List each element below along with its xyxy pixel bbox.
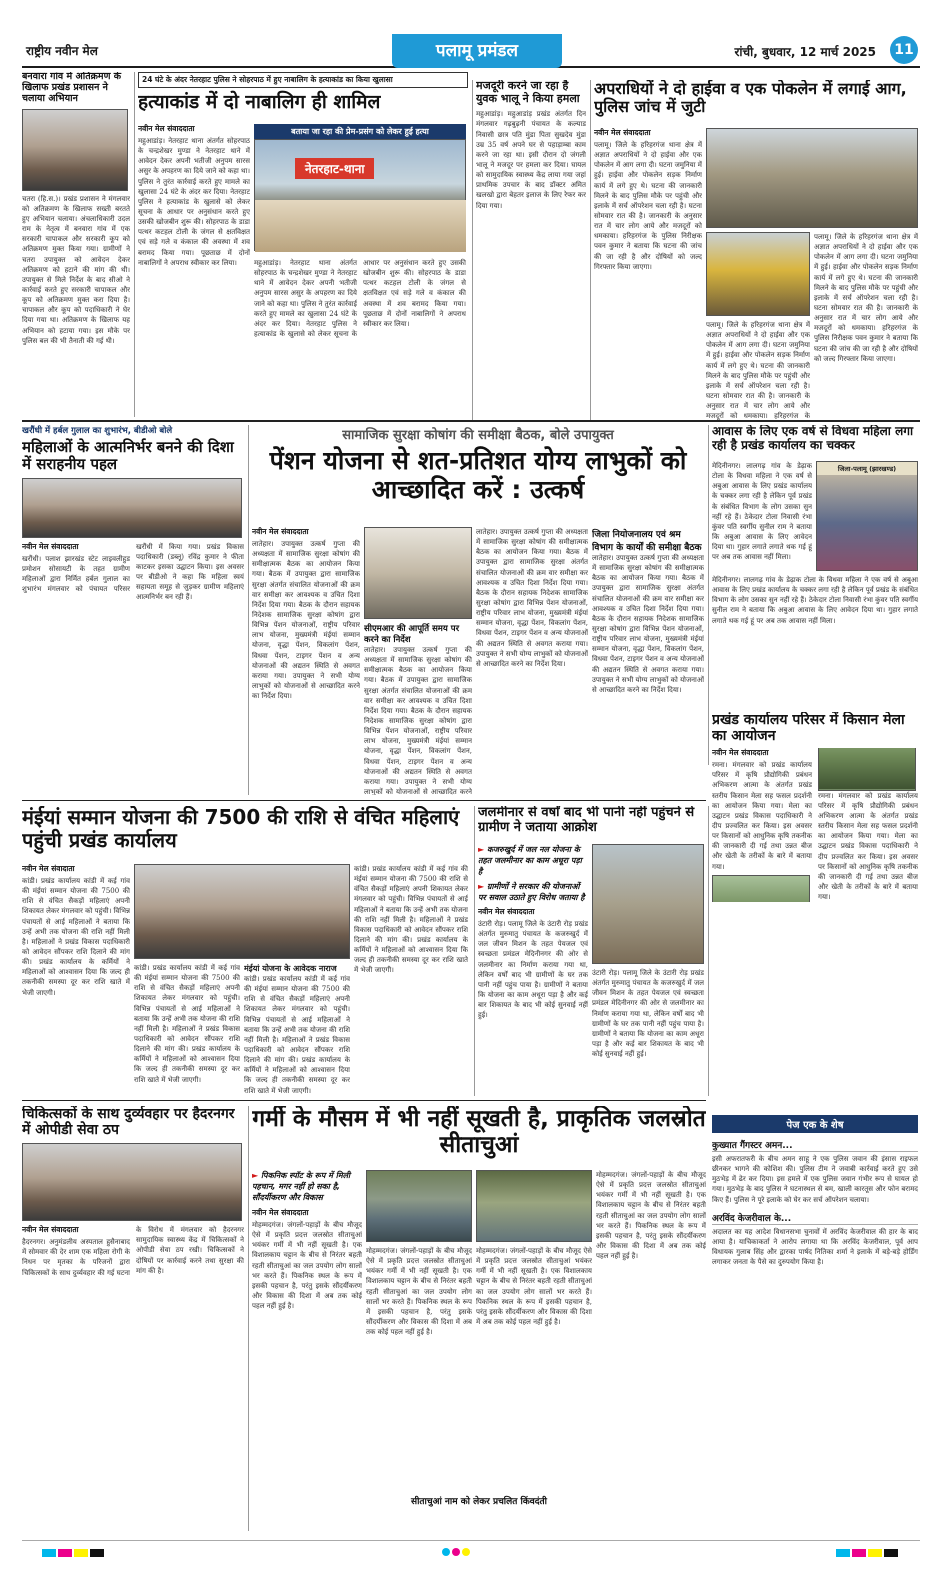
story-body: चतरा (हि.स.)। प्रखंड प्रशासन ने मंगलवार को अतिक्रमण के खिलाफ सख्ती बरतते हुए अभियान चलाया। अंचलाधिकारी उदल राम के नेतृत्व में बनवारा गांव में एक सरकारी चापाकल और सरकारी कूप को अतिक्रमण मुक्त किया गया। ग्रामीणों ने चतरा उपायुक्त को आवेदन देकर अतिक्रमण को हटाने की मांग की थी। उपायुक्त से मिले निर्देश के बाद सीओ ने कार्रवाई करते हुए सरकारी चापाकल और कूप को अतिक्रमण मुक्त करा दिया है। चापाकल और कूप को पदाधिकारी ने घेर दिया गया था। अतिक्रमण के खिलाफ यह अभियान को हटाया गया। इस मौके पर पुलिस बल की भी तैनाती की गई थी। bbox=[22, 194, 130, 345]
photo bbox=[22, 1143, 242, 1221]
byline: नवीन मेल संवादाता bbox=[22, 864, 75, 873]
office-board: जिला-पलामू (झारखण्ड) bbox=[817, 462, 917, 475]
section-rule bbox=[22, 1100, 706, 1101]
section-title: पलामू प्रमंडल bbox=[392, 34, 562, 68]
kicker: सामाजिक सुरक्षा कोषांग की समीक्षा बैठक, बोले उपायुक्त bbox=[342, 428, 614, 443]
story-arson bbox=[594, 80, 918, 420]
byline: नवीन मेल संवाददाता bbox=[22, 1225, 79, 1235]
photo-widow bbox=[816, 461, 918, 571]
story-body-continued-2: कांडी। प्रखंड कार्यालय कांडी में कई गांव की मंईयां सम्मान योजना की 7500 की राशि से वंचित सैकड़ों महिलाएं अपनी शिकायत लेकर मंगलवार को पहुंची। विभिन्न पंचायतों से आई महिलाओं ने बताया कि उन्हें अभी तक योजना की राशि नहीं मिली है। महिलाओं ने प्रखंड विकास पदाधिकारी को आवेदन सौंपकर राशि दिलाने की मांग की। प्रखंड कार्यालय के कर्मियों ने महिलाओं को आश्वासन दिया कि जल्द ही तकनीकी समस्या दूर कर राशि खाते में भेजी जाएगी। bbox=[244, 975, 350, 1095]
story-body-continued: मोहम्मदगंज। जंगलों-पहाड़ों के बीच मौजूद ऐसे में प्रकृति प्रदत्त जलस्रोत सीताचुआं भयंकर गर्मी में भी नहीं सूखती है। एक विशालकाय चट्टान के बीच से निरंतर बहती रहती सीताचुआं का जल उपयोग लोग सालों भर करते हैं। पिकनिक स्थल के रूप में इसकी पहचान है, परंतु इसके सौंदर्यीकरण और विकास की दिशा में अब तक कोई पहल नहीं हुई है। bbox=[366, 1247, 472, 1337]
kicker: खरौंधी में हर्बल गुलाल का शुभारंभ, बीडीओ बोले bbox=[22, 426, 173, 436]
headline: पेंशन योजना से शत-प्रतिशत योग्य लाभुकों को आच्छादित करें : उत्कर्ष bbox=[269, 446, 687, 504]
headline: महिलाओं के आत्मनिर्भर बनने की दिशा में सराहनीय पहल bbox=[22, 438, 234, 474]
photo-stream-2 bbox=[476, 1170, 592, 1242]
bullet-icon: ► bbox=[478, 882, 485, 891]
story-body-continued: उंटारी रोड़। पलामू जिले के उंटारी रोड़ प्रखंड अंतर्गत मुरुमातु पंचायत के कजरुखुर्द में जल जीवन मिशन के तहत पेयजल एवं स्वच्छता प्रमंडल मेदिनीनगर की ओर से जलमीनार का निर्माण कराया गया था, लेकिन वर्षों बाद भी ग्रामीणों के घर तक पानी नहीं पहुंच पाया है। ग्रामीणों ने बताया कि योजना का काम अधूरा पड़ा है और कई बार शिकायत के बाद भी कोई सुनवाई नहीं हुई। bbox=[592, 969, 704, 1059]
headline: आवास के लिए एक वर्ष से विधवा महिला लगा रही है प्रखंड कार्यालय का चक्कर bbox=[712, 425, 914, 452]
story-body: उंटारी रोड़। पलामू जिले के उंटारी रोड़ प्रखंड अंतर्गत मुरुमातु पंचायत के कजरुखुर्द में जल जीवन मिशन के तहत पेयजल एवं स्वच्छता प्रमंडल मेदिनीनगर की ओर से जलमीनार का निर्माण कराया गया था, लेकिन वर्षों बाद भी ग्रामीणों के घर तक पानी नहीं पहुंच पाया है। ग्रामीणों ने बताया कि योजना का काम अधूरा पड़ा है और कई बार शिकायत के बाद भी कोई सुनवाई नहीं हुई। bbox=[478, 920, 588, 1020]
photo bbox=[22, 478, 242, 538]
item-heading: कुख्यात गैंगस्टर अमन... bbox=[712, 1138, 918, 1152]
story-sitachua bbox=[252, 1106, 706, 1531]
story-encroachment bbox=[22, 72, 130, 412]
story-body-continued-2: मोहम्मदगंज। जंगलों-पहाड़ों के बीच मौजूद ऐसे में प्रकृति प्रदत्त जलस्रोत सीताचुआं भयंकर गर्मी में भी नहीं सूखती है। एक विशालकाय चट्टान के बीच से निरंतर बहती रहती सीताचुआं का जल उपयोग लोग सालों भर करते हैं। पिकनिक स्थल के रूप में इसकी पहचान है, परंतु इसके सौंदर्यीकरण और विकास की दिशा में अब तक कोई पहल नहीं हुई है। bbox=[476, 1247, 592, 1326]
subhead: जिला नियोजनालय एवं श्रम विभाग के कार्यों की समीक्षा बैठक bbox=[592, 530, 702, 553]
divider bbox=[472, 80, 473, 420]
byline: नवीन मेल संवाददाता bbox=[252, 1208, 309, 1217]
story-body: मेदिनीनगर। लालगढ़ गांव के डेढ़ाक टोला के विधवा महिला ने एक वर्ष से अबुआ आवास के लिए प्रखंड कार्यालय के चक्कर लगा रही है लेकिन पूर्व प्रखंड के संबंधित विभाग के लोग उसका सुन नहीं रहे हैं। ठेकेदार टोला निवासी रंभा कुंवर पति स्वर्गीय सुनील राम ने बताया कि अबुआ आवास के लिए आवेदन दिया था। गुहार लगाते लगाते थक गई हूं पर अब तक आवास नहीं मिला। bbox=[712, 462, 812, 562]
story-pension bbox=[252, 425, 704, 795]
photo-stream-1 bbox=[366, 1170, 472, 1242]
bullet-icon: ► bbox=[478, 845, 485, 854]
headline: बनवारा गांव में अतिक्रमण के खिलाफ प्रखंड प्रशासन ने चलाया अभियान bbox=[22, 72, 122, 104]
byline: नवीन मेल संवाददाता bbox=[594, 128, 651, 137]
story-body: मोहम्मदगंज। जंगलों-पहाड़ों के बीच मौजूद ऐसे में प्रकृति प्रदत्त जलस्रोत सीताचुआं भयंकर गर्मी में भी नहीं सूखती है। एक विशालकाय चट्टान के बीच से निरंतर बहती रहती सीताचुआं का जल उपयोग लोग सालों भर करते हैं। पिकनिक स्थल के रूप में इसकी पहचान है, परंतु इसके सौंदर्यीकरण और विकास की दिशा में अब तक कोई पहल नहीं हुई है। bbox=[252, 1221, 362, 1311]
subhead: मंईयां योजना के आवेदक नाराज bbox=[244, 964, 337, 973]
kicker: 24 घंटे के अंदर नेतरहाट पुलिस ने सोहरपाठ में हुए नाबालिग के हत्याकांड का किया खुलासा bbox=[138, 72, 468, 88]
story-jalminar bbox=[478, 806, 706, 1096]
story-body: हैदरनगर। अनुमंडलीय अस्पताल हुसैनाबाद में सोमवार की देर शाम एक महिला रोगी के निधन पर मृतका के परिजनों द्वारा चिकित्सकों के साथ दुर्व्यवहार की गई घटना के विरोध में मंगलवार को हैदरनगर सामुदायिक स्वास्थ्य केंद्र में चिकित्सकों ने ओपीडी सेवा ठप रखी। चिकित्सकों ने दोषियों पर कार्रवाई करने तथा सुरक्षा की मांग की है। bbox=[22, 1226, 244, 1277]
photo-meeting bbox=[364, 527, 472, 619]
photo bbox=[22, 109, 128, 191]
story-body: लातेहार। उपायुक्त उत्कर्ष गुप्ता की अध्यक्षता में सामाजिक सुरक्षा कोषांग की समीक्षात्मक बैठक का आयोजन किया गया। बैठक में उपायुक्त द्वारा सामाजिक सुरक्षा अंतर्गत संचालित योजनाओं की क्रम वार समीक्षा कर आवश्यक व उचित दिशा निर्देश दिया गया। बैठक के दौरान सहायक निदेशक सामाजिक सुरक्षा कोषांग द्वारा विभिन्न पेंशन योजनाओं, राष्ट्रीय परिवार लाभ योजना, मुख्यमंत्री मंईयां सम्मान योजना, वृद्धा पेंशन, विकलांग पेंशन, विधवा पेंशन, टाइगर पेंशन व अन्य योजनाओं की अद्यतन स्थिति से अवगत कराया गया। उपायुक्त ने सभी योग्य लाभुकों को योजनाओं से आच्छादित करने का निर्देश दिया। bbox=[252, 540, 360, 701]
bullet: ► ग्रामीणों ने सरकार की योजनाओं पर सवाल उठाते हुए विरोध जताया है bbox=[478, 882, 585, 902]
page-one-continued bbox=[712, 1115, 918, 1525]
story-kisan-mela bbox=[712, 712, 918, 1042]
byline: नवीन मेल संवाददाता bbox=[22, 541, 79, 551]
station-sign: नेतरहाट-थाना bbox=[295, 158, 374, 179]
masthead bbox=[22, 34, 920, 68]
headline: मंईयां सम्मान योजना की 7500 की राशि से वंचित महिलाएं पहुंची प्रखंड कार्यालय bbox=[22, 806, 460, 852]
headline: मजदूरी करने जा रहा है युवक भालू ने किया हमला bbox=[476, 80, 580, 105]
headline: जलमीनार से वर्षों बाद भी पानी नहीं पहुंचने से ग्रामीण ने जताया आक्रोश bbox=[478, 806, 695, 835]
story-body-continued: रमना। मंगलवार को प्रखंड कार्यालय परिसर में कृषि प्रौद्योगिकी प्रबंधन अभिकरण आत्मा के अंतर्गत प्रखंड स्तरीय किसान मेला सह फसल प्रदर्शनी का आयोजन किया गया। मेला का उद्घाटन प्रखंड विकास पदाधिकारी ने दीप प्रज्वलित कर किया। इस अवसर पर किसानों को आधुनिक कृषि तकनीक की जानकारी दी गई तथा उन्नत बीज और खेती के तरीकों के बारे में बताया गया। bbox=[818, 791, 918, 902]
bullet: ► पिकनिक स्पॉट के रूप में मिली पहचान, मगर नहीं हो सका है, सौंदर्यीकरण और विकास bbox=[252, 1171, 351, 1202]
headline: चिकित्सकों के साथ दुर्व्यवहार पर हैदरनगर में ओपीडी सेवा ठप bbox=[22, 1106, 235, 1139]
photo-women-protest bbox=[134, 864, 350, 959]
registration-bar bbox=[22, 1540, 920, 1550]
story-body-continued-2: पलामू। जिले के हरिहरगंज थाना क्षेत्र में अज्ञात अपराधियों ने दो हाईवा और एक पोकलेन में आग लगा दी। घटना जमुनिया में हुई। हाईवा और पोकलेन सड़क निर्माण कार्य में लगे हुए थे। घटना की जानकारी मिलने के बाद पुलिस मौके पर पहुंची और इलाके में सर्च ऑपरेशन चला रही है। घटना सोमवार रात की है। जानकारी के अनुसार रात में चार लोग आये और मजदूरों को धमकाया। हरिहरगंज के bbox=[706, 321, 810, 420]
story-body-continued: मेदिनीनगर। लालगढ़ गांव के डेढ़ाक टोला के विधवा महिला ने एक वर्ष से अबुआ आवास के लिए प्रखंड कार्यालय के चक्कर लगा रही है लेकिन पूर्व प्रखंड के संबंधित विभाग के लोग उसका सुन नहीं रहे हैं। ठेकेदार टोला निवासी रंभा कुंवर पति स्वर्गीय सुनील राम ने बताया कि अबुआ आवास के लिए आवेदन दिया था। गुहार लगाते लगाते थक गई हूं पर अब तक आवास नहीं मिला। bbox=[712, 576, 918, 625]
item-body: इसी अफरातफरी के बीच अमन साहू ने एक पुलिस जवान की इंसास राइफल छीनकर भागने की कोशिश की। पुलिस टीम ने जवाबी कार्रवाई करते हुए उसे मुठभेड़ में ढेर कर दिया। इस हमले में एक पुलिस जवान गंभीर रूप से घायल हो गया। मुठभेड़ के बाद पुलिस ने घटनास्थल से बम, खाली कारतूस और फोन बरामद किए हैं। पुलिस ने पूरे इलाके को घेर कर सर्च ऑपरेशन चलाया। bbox=[712, 1155, 918, 1204]
story-body-continued-3: लातेहार। उपायुक्त उत्कर्ष गुप्ता की अध्यक्षता में सामाजिक सुरक्षा कोषांग की समीक्षात्मक बैठक का आयोजन किया गया। बैठक में उपायुक्त द्वारा सामाजिक सुरक्षा अंतर्गत संचालित योजनाओं की क्रम वार समीक्षा कर आवश्यक व उचित दिशा निर्देश दिया गया। बैठक के दौरान सहायक निदेशक सामाजिक सुरक्षा कोषांग द्वारा विभिन्न पेंशन योजनाओं, राष्ट्रीय परिवार लाभ योजना, मुख्यमंत्री मंईयां सम्मान योजना, वृद्धा पेंशन, विकलांग पेंशन, विधवा पेंशन, टाइगर पेंशन व अन्य योजनाओं की अद्यतन स्थिति से अवगत कराया गया। उपायुक्त ने सभी योग्य लाभुकों को योजनाओं से आच्छादित करने का निर्देश दिया। bbox=[592, 554, 704, 694]
story-body: कांडी। प्रखंड कार्यालय कांडी में कई गांव की मंईयां सम्मान योजना की 7500 की राशि से वंचित सैकड़ों महिलाएं अपनी शिकायत लेकर मंगलवार को पहुंची। विभिन्न पंचायतों से आई महिलाओं ने बताया कि उन्हें अभी तक योजना की राशि नहीं मिली है। महिलाओं ने प्रखंड विकास पदाधिकारी को आवेदन सौंपकर राशि दिलाने की मांग की। प्रखंड कार्यालय के कर्मियों ने महिलाओं को आश्वासन दिया कि जल्द ही तकनीकी समस्या दूर कर राशि खाते में भेजी जाएगी। bbox=[22, 877, 130, 997]
headline: हत्याकांड में दो नाबालिग ही शामिल bbox=[138, 91, 381, 113]
story-body: खरौंधी। पलाश झारखंड स्टेट लाइवलीहुड प्रमोशन सोसायटी के तहत ग्रामीण महिलाओं द्वारा निर्मित हर्बल गुलाल का शुभारंभ मंगलवार को पंचायत परिसर खरौंधी में किया गया। प्रखंड विकास पदाधिकारी (डब्लू) रविंद्र कुमार ने फीता काटकर इसका उद्घाटन किया। इस अवसर पर बीडीओ ने कहा कि महिला स्वयं सहायता समूह से जुड़कर ग्रामीण महिलाएं आत्मनिर्भर बन रही हैं। bbox=[22, 542, 244, 602]
section-tag: पेज एक के शेष bbox=[712, 1115, 918, 1133]
story-body: रमना। मंगलवार को प्रखंड कार्यालय परिसर में कृषि प्रौद्योगिकी प्रबंधन अभिकरण आत्मा के अंतर्गत प्रखंड स्तरीय किसान मेला सह फसल प्रदर्शनी का आयोजन किया गया। मेला का उद्घाटन प्रखंड विकास पदाधिकारी ने दीप प्रज्वलित कर किया। इस अवसर पर किसानों को आधुनिक कृषि तकनीक की जानकारी दी गई तथा उन्नत बीज और खेती के तरीकों के बारे में बताया गया। bbox=[712, 761, 812, 871]
byline: नवीन मेल संवाददाता bbox=[138, 124, 195, 133]
subhead: सीएमआर की आपूर्ति समय पर करने का निर्देश bbox=[364, 624, 460, 645]
byline: नवीन मेल संवाददाता bbox=[712, 748, 769, 758]
dateline: रांची, बुधवार, 12 मार्च 2025 bbox=[734, 45, 876, 59]
story-body-continued: महुआडांड़। नेतरहाट थाना अंतर्गत सोहरपाठ के चन्द्रशेखर मुण्डा ने नेतरहाट थाने में आवेदन देकर अपनी भतीजी अनुपम सारस असुर के अपहरण का दिये जाने को कहा था। पुलिस ने तुरंत कार्रवाई करते हुए मामले का खुलासा 24 घंटे के अंदर कर दिया। नेतरहाट पुलिस ने हत्याकांड के खुलासे को लेकर सूचना के आधार पर अनुसंधान करते हुए उसकी खोजबीन शुरू की। सोहरपाठ के डाडा पत्थर कटहल टोली के जंगल से क्षतविक्षत एवं सड़े गले व कंकाल की अवस्था में शव बरामद किया गया। पूछताछ में दोनों नाबालिगों ने अपराध स्वीकार कर लिया। bbox=[254, 259, 466, 338]
photo-caption: सीताचुआं नाम को लेकर प्रचलित किंवदंती bbox=[411, 1497, 547, 1507]
divider bbox=[590, 80, 591, 420]
headline: अपराधियों ने दो हाईवा व एक पोकलेन में लगाई आग, पुलिस जांच में जुटी bbox=[594, 80, 907, 117]
photo-burnt-trucks bbox=[706, 128, 918, 228]
bullet-icon: ► bbox=[252, 1171, 259, 1180]
story-body: महुआडांड़। नेतरहाट थाना अंतर्गत सोहरपाठ के चन्द्रशेखर मुण्डा ने नेतरहाट थाने में आवेदन देकर अपनी भतीजी अनुपम सारस असुर के अपहरण का दिये जाने को कहा था। पुलिस ने तुरंत कार्रवाई करते हुए मामले का खुलासा 24 घंटे के अंदर कर दिया। नेतरहाट पुलिस ने हत्याकांड के खुलासे को लेकर सूचना के आधार पर अनुसंधान करते हुए उसकी खोजबीन शुरू की। सोहरपाठ के डाडा पत्थर कटहल टोली के जंगल से क्षतविक्षत एवं सड़े गले व कंकाल की अवस्था में शव बरामद किया गया। पूछताछ में दोनों नाबालिगों ने अपराध स्वीकार कर लिया। bbox=[138, 137, 250, 267]
story-body-continued: लातेहार। उपायुक्त उत्कर्ष गुप्ता की अध्यक्षता में सामाजिक सुरक्षा कोषांग की समीक्षात्मक बैठक का आयोजन किया गया। बैठक में उपायुक्त द्वारा सामाजिक सुरक्षा अंतर्गत संचालित योजनाओं की क्रम वार समीक्षा कर आवश्यक व उचित दिशा निर्देश दिया गया। बैठक के दौरान सहायक निदेशक सामाजिक सुरक्षा कोषांग द्वारा विभिन्न पेंशन योजनाओं, राष्ट्रीय परिवार लाभ योजना, मुख्यमंत्री मंईयां सम्मान योजना, वृद्धा पेंशन, विकलांग पेंशन, विधवा पेंशन, टाइगर पेंशन व अन्य योजनाओं की अद्यतन स्थिति से अवगत कराया गया। उपायुक्त ने सभी योग्य लाभुकों को योजनाओं से आच्छादित करने bbox=[364, 646, 472, 795]
divider bbox=[708, 806, 709, 1096]
story-body-continued-3: कांडी। प्रखंड कार्यालय कांडी में कई गांव की मंईयां सम्मान योजना की 7500 की राशि से वंचित सैकड़ों महिलाएं अपनी शिकायत लेकर मंगलवार को पहुंची। विभिन्न पंचायतों से आई महिलाओं ने बताया कि उन्हें अभी तक योजना की राशि नहीं मिली है। महिलाओं ने प्रखंड विकास पदाधिकारी को आवेदन सौंपकर राशि दिलाने की मांग की। प्रखंड कार्यालय के कर्मियों ने महिलाओं को आश्वासन दिया कि जल्द ही तकनीकी समस्या दूर कर राशि खाते में भेजी जाएगी। bbox=[354, 865, 468, 975]
headline: गर्मी के मौसम में भी नहीं सूखती है, प्राकृतिक जलस्रोत सीताचुआं bbox=[252, 1106, 706, 1159]
page-number: 11 bbox=[890, 36, 918, 64]
divider bbox=[248, 425, 249, 795]
section-rule bbox=[22, 800, 706, 801]
photo-caption: बताया जा रहा की प्रेम-प्रसंग को लेकर हुई हत्या bbox=[254, 124, 466, 139]
divider bbox=[248, 1106, 249, 1531]
story-widow-housing bbox=[712, 425, 918, 687]
headline: प्रखंड कार्यालय परिसर में किसान मेला का आयोजन bbox=[712, 712, 905, 745]
divider bbox=[708, 425, 709, 765]
story-body: पलामू। जिले के हरिहरगंज थाना क्षेत्र में अज्ञात अपराधियों ने दो हाईवा और एक पोकलेन में आग लगा दी। घटना जमुनिया में हुई। हाईवा और पोकलेन सड़क निर्माण कार्य में लगे हुए थे। घटना की जानकारी मिलने के बाद पुलिस मौके पर पहुंची और इलाके में सर्च ऑपरेशन चला रही है। घटना सोमवार रात की है। जानकारी के अनुसार रात में चार लोग आये और मजदूरों को धमकाया। हरिहरगंज के पुलिस निरीक्षक पवन कुमार ने बताया कि घटना की जांच की जा रही है और दोषियों को जल्द गिरफ्तार किया जाएगा। bbox=[594, 141, 702, 271]
story-murder bbox=[138, 72, 468, 417]
item-body: अदालत का यह आदेश विधानसभा चुनावों में अरविंद केजरीवाल की हार के बाद आया है। याचिकाकर्ता ने आरोप लगाया था कि अरविंद केजरीवाल, पूर्व आप विधायक गुलाब सिंह और द्वारका पार्षद नितिका शर्मा ने इलाके में बड़े-बड़े होर्डिंग लगाकर जनता के पैसे का दुरुपयोग किया है। bbox=[712, 1227, 918, 1267]
bullet: ► कजरुखुर्द में जल नल योजना के तहत जलमीनार का काम अधूरा पड़ा है bbox=[478, 845, 582, 876]
story-doctors-opd bbox=[22, 1106, 244, 1531]
story-bear-attack bbox=[476, 80, 586, 420]
story-body-continued-2: लातेहार। उपायुक्त उत्कर्ष गुप्ता की अध्यक्षता में सामाजिक सुरक्षा कोषांग की समीक्षात्मक बैठक का आयोजन किया गया। बैठक में उपायुक्त द्वारा सामाजिक सुरक्षा अंतर्गत संचालित योजनाओं की क्रम वार समीक्षा कर आवश्यक व उचित दिशा निर्देश दिया गया। बैठक के दौरान सहायक निदेशक सामाजिक सुरक्षा कोषांग द्वारा विभिन्न पेंशन योजनाओं, राष्ट्रीय परिवार लाभ योजना, मुख्यमंत्री मंईयां सम्मान योजना, वृद्धा पेंशन, विकलांग पेंशन, विधवा पेंशन, टाइगर पेंशन व अन्य योजनाओं की अद्यतन स्थिति से अवगत कराया गया। उपायुक्त ने सभी योग्य लाभुकों को योजनाओं से आच्छादित करने का निर्देश दिया। bbox=[476, 528, 588, 668]
byline: नवीन मेल संवाददाता bbox=[478, 907, 535, 916]
story-herbal-gulal bbox=[22, 425, 244, 795]
story-body-continued: पलामू। जिले के हरिहरगंज थाना क्षेत्र में अज्ञात अपराधियों ने दो हाईवा और एक पोकलेन में आग लगा दी। घटना जमुनिया में हुई। हाईवा और पोकलेन सड़क निर्माण कार्य में लगे हुए थे। घटना की जानकारी मिलने के बाद पुलिस मौके पर पहुंची और इलाके में सर्च ऑपरेशन चला रही है। घटना सोमवार रात की है। जानकारी के अनुसार रात में चार लोग आये और मजदूरों को धमकाया। हरिहरगंज के पुलिस निरीक्षक पवन कुमार ने बताया कि घटना की जांच की जा रही है और दोषियों को जल्द गिरफ्तार किया जाएगा। bbox=[814, 233, 918, 363]
story-maiyan-samman bbox=[22, 806, 470, 1096]
divider bbox=[474, 806, 475, 1096]
photo-police-station bbox=[254, 124, 466, 254]
story-body-continued: कांडी। प्रखंड कार्यालय कांडी में कई गांव की मंईयां सम्मान योजना की 7500 की राशि से वंचित सैकड़ों महिलाएं अपनी शिकायत लेकर मंगलवार को पहुंची। विभिन्न पंचायतों से आई महिलाओं ने बताया कि उन्हें अभी तक योजना की राशि नहीं मिली है। महिलाओं ने प्रखंड विकास पदाधिकारी को आवेदन सौंपकर राशि दिलाने की मांग की। प्रखंड कार्यालय के कर्मियों ने महिलाओं को आश्वासन दिया कि जल्द ही तकनीकी समस्या दूर कर राशि खाते में भेजी जाएगी। bbox=[134, 964, 240, 1084]
story-body-continued-3: मोहम्मदगंज। जंगलों-पहाड़ों के बीच मौजूद ऐसे में प्रकृति प्रदत्त जलस्रोत सीताचुआं भयंकर गर्मी में भी नहीं सूखती है। एक विशालकाय चट्टान के बीच से निरंतर बहती रहती सीताचुआं का जल उपयोग लोग सालों भर करते हैं। पिकनिक स्थल के रूप में इसकी पहचान है, परंतु इसके सौंदर्यीकरण और विकास की दिशा में अब तक कोई पहल नहीं हुई है। bbox=[596, 1171, 706, 1261]
paper-name: राष्ट्रीय नवीन मेल bbox=[26, 44, 98, 58]
photo-water-tower bbox=[592, 844, 704, 964]
photo-poclain bbox=[706, 232, 810, 316]
divider bbox=[134, 72, 135, 417]
byline: नवीन मेल संवाददाता bbox=[252, 527, 309, 536]
section-rule bbox=[22, 420, 920, 422]
story-body: महुआडांड़। महुआडांड़ प्रखंड अंतर्गत दिन मंगलवार गढ़बुढ़नी पंचायत के कल्याड निवासी छात्र पति मुंडा पिता सुखदेव मुंडा उम्र 35 वर्ष अपने घर से पहाड़ाम्बा काम करने जा रहा था। इसी दौरान दो जंगली भालू ने मजदूर पर हमला कर दिया। घायल को सामुदायिक स्वास्थ्य केंद्र लाया गया जहां प्राथमिक उपचार के बाद डॉक्टर अमित खलखो द्वारा बेहतर इलाज के लिए रेफर कर दिया गया। bbox=[476, 110, 586, 210]
item-heading: अरविंद केजरीवाल के... bbox=[712, 1211, 918, 1225]
